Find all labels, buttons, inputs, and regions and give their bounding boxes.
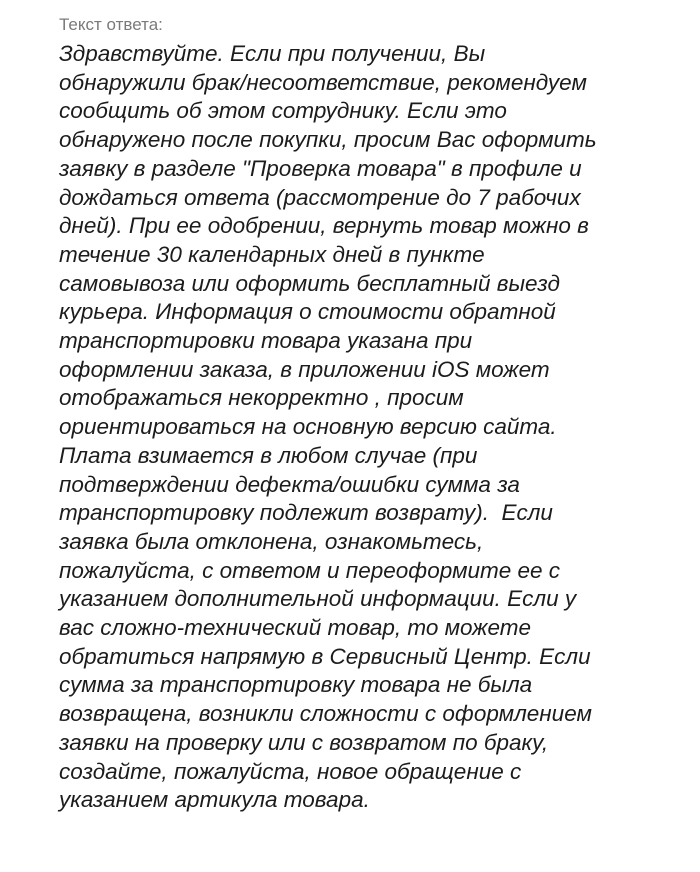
answer-text bbox=[59, 40, 689, 815]
answer-line: дождаться ответа (рассмотрение до 7 рабочих bbox=[59, 184, 581, 210]
answer-line: курьера. Информация о стоимости обратной bbox=[59, 299, 556, 325]
answer-line: вас сложно-технический товар, то можете bbox=[59, 615, 532, 641]
answer-line: создайте, пожалуйста, новое обращение с bbox=[59, 758, 522, 784]
answer-line: ориентироваться на основную версию сайта. bbox=[59, 414, 557, 440]
answer-block bbox=[59, 12, 689, 815]
answer-line: отображаться некорректно , просим bbox=[59, 385, 464, 411]
answer-line: транспортировки товара указана при bbox=[59, 328, 473, 354]
answer-line: заявка была отклонена, ознакомьтесь, bbox=[59, 528, 484, 554]
answer-line: самовывоза или оформить бесплатный выезд bbox=[59, 270, 560, 296]
answer-line: указанием артикула товара. bbox=[59, 787, 370, 813]
answer-line: дней). При ее одобрении, вернуть товар можно в bbox=[59, 213, 589, 239]
answer-line: указанием дополнительной информации. Если у bbox=[59, 586, 577, 612]
answer-line: подтверждении дефекта/ошибки сумма за bbox=[59, 471, 520, 497]
answer-label: Текст ответа: bbox=[59, 15, 163, 34]
answer-line: заявки на проверку или с возвратом по браку, bbox=[59, 729, 549, 755]
answer-line: Здравствуйте. Если при получении, Вы bbox=[59, 41, 486, 66]
answer-line: сообщить об этом сотруднику. Если это bbox=[59, 98, 507, 124]
answer-line: обнаружено после покупки, просим Вас оформить bbox=[59, 127, 597, 153]
answer-line: сумма за транспортировку товара не была bbox=[59, 672, 533, 698]
answer-line: течение 30 календарных дней в пункте bbox=[59, 241, 485, 267]
answer-line: возвращена, возникли сложности с оформлением bbox=[59, 701, 592, 727]
answer-line: Плата взимается в любом случае (при bbox=[59, 442, 478, 468]
answer-line: пожалуйста, с ответом и переоформите ее с bbox=[59, 557, 561, 583]
answer-line: оформлении заказа, в приложении iOS может bbox=[59, 356, 550, 382]
answer-line: транспортировку подлежит возврату). Если bbox=[59, 500, 553, 526]
answer-line: обратиться напрямую в Сервисный Центр. Если bbox=[59, 643, 591, 669]
answer-line: обнаружили брак/несоответствие, рекомендуем bbox=[59, 69, 587, 95]
answer-line: заявку в разделе "Проверка товара" в профиле и bbox=[59, 155, 582, 181]
